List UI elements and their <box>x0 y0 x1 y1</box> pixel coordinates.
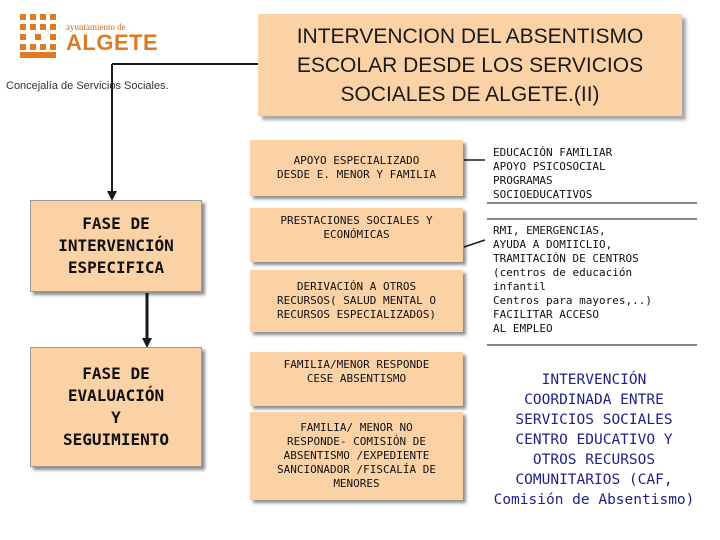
logo-big-text: ALGETE <box>66 30 159 55</box>
phase-intervention-box: FASE DE INTERVENCIÓN ESPECIFICA <box>30 200 202 292</box>
social-benefits-box: PRESTACIONES SOCIALES Y ECONÓMICAS <box>250 208 463 262</box>
page-title: INTERVENCION DEL ABSENTISMO ESCOLAR DESDE LOS SERVICIOS SOCIALES DE ALGETE.(II) <box>258 14 682 116</box>
family-responds-box: FAMILIA/MENOR RESPONDE CESE ABSENTISMO <box>250 352 463 406</box>
referral-box: DERIVACIÓN A OTROS RECURSOS( SALUD MENTAL O RECURSOS ESPECIALIZADOS) <box>250 270 463 332</box>
rmi-services-text: RMI, EMERGENCIAS, AYUDA A DOMIICLIO, TRAMITACIÓN DE CENTROS (centros de educación infantil Centros para mayores,..) FACILITAR ACCESO AL EMPLEO <box>487 218 697 346</box>
specialized-support-box: APOYO ESPECIALIZADO DESDE E. MENOR Y FAMILIA <box>250 140 463 196</box>
family-not-responds-box: FAMILIA/ MENOR NO RESPONDE- COMISIÓN DE ABSENTISMO /EXPEDIENTE SANCIONADOR /FISCALÍA DE MENORES <box>250 412 463 500</box>
phase-evaluation-box: FASE DE EVALUACIÓN Y SEGUIMIENTO <box>30 347 202 467</box>
logo-small-text: ayuntamiento de <box>66 22 126 32</box>
connector-benefits-to-rmi <box>464 240 485 247</box>
coordinated-intervention-text: INTERVENCIÓN COORDINADA ENTRE SERVICIOS SOCIALES CENTRO EDUCATIVO Y OTROS RECURSOS COMUNITARIOS (CAF, Comisión de Absentismo) <box>493 372 695 508</box>
department-label: Concejalía de Servicios Sociales. <box>6 80 169 92</box>
family-education-text: EDUCACIÓN FAMILIAR APOYO PSICOSOCIAL PROGRAMAS SOCIOEDUCATIVOS <box>487 140 697 204</box>
